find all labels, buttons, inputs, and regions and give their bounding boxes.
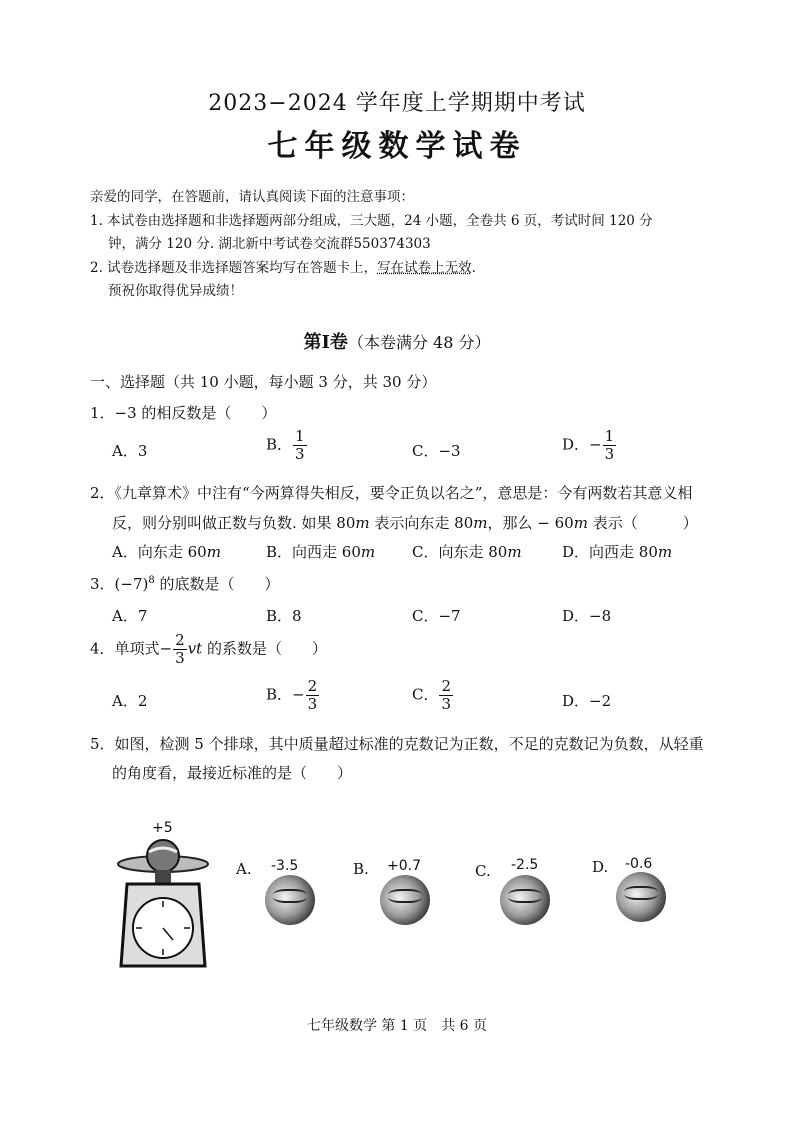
ball-c-letter: C. (475, 862, 491, 880)
q1-option-c: C．−3 (412, 442, 461, 460)
q3-stem (90, 573, 280, 594)
fraction-denominator: 3 (307, 695, 318, 713)
q4-option-b-label: B．− (266, 685, 305, 704)
notice-item2-end: . (471, 260, 476, 276)
fraction-numerator: 2 (175, 631, 185, 649)
q2-line1: 2．《九章算术》中注有“今两算得失相反，要令正负以名之”，意思是：今有两数若其意义相 (90, 484, 693, 502)
q2-option-b (266, 541, 375, 562)
volleyball-a-icon (265, 875, 315, 925)
q4-option-b-fraction (306, 678, 320, 713)
q1-option-d-fraction (603, 428, 617, 463)
q2-text-d: 表示（ ） (587, 514, 698, 532)
q2-option-d-text: D．向西走 80 (562, 543, 658, 561)
unit-m: m (573, 514, 588, 532)
ball-d-letter: D. (592, 858, 609, 876)
scale-image (115, 838, 215, 973)
ball-b-value: +0.7 (387, 858, 421, 874)
q2-option-c-text: C．向东走 80 (412, 543, 508, 561)
q5-line1: 5．如图，检测 5 个排球，其中质量超过标准的克数记为正数，不足的克数记为负数，从轻重 (90, 735, 704, 753)
q3-base: (−7) (114, 575, 149, 593)
unit-m: m (507, 543, 522, 561)
q2-text-b: 表示向东走 80 (369, 514, 474, 532)
q1-option-a: A．3 (112, 442, 148, 460)
fraction-denominator: 3 (295, 445, 305, 463)
volleyball-b-icon (380, 875, 430, 925)
q5-line2: 的角度看，最接近标准的是（ ） (112, 764, 353, 782)
q3-text: 的底数是（ ） (154, 575, 280, 593)
fraction-denominator: 3 (441, 695, 452, 713)
notice-intro: 亲爱的同学，在答题前，请认真阅读下面的注意事项： (90, 189, 414, 205)
notice-item2-emphasis: 写在试卷上无效 (377, 260, 472, 276)
unit-m: m (473, 514, 488, 532)
q4-option-b (266, 678, 320, 713)
fraction-numerator: 1 (604, 427, 615, 445)
q2-text-c: ，那么 − 60 (487, 514, 574, 532)
q2-option-d (562, 541, 672, 562)
volleyball-d-icon (616, 872, 666, 922)
q2-option-a-text: A．向东走 60 (112, 543, 207, 561)
q4-option-a: A．2 (112, 692, 148, 710)
section-title (0, 328, 794, 354)
q4-stem (90, 632, 327, 667)
q2-option-a (112, 541, 221, 562)
part1-title: 一、选择题（共 10 小题，每小题 3 分，共 30 分） (90, 373, 437, 391)
fraction-numerator: 1 (295, 427, 305, 445)
section-name: 第Ⅰ卷 (303, 332, 348, 353)
q2-text-a: 反，则分别叫做正数与负数. 如果 80 (112, 514, 356, 532)
unit-m: m (360, 543, 376, 561)
section-note: （本卷满分 48 分） (347, 333, 491, 352)
fraction-denominator: 3 (175, 649, 185, 667)
notice-wish: 预祝你取得优异成绩！ (108, 283, 243, 299)
q3-number: 3． (90, 575, 115, 593)
fraction-numerator: 2 (307, 677, 318, 695)
q4-variables: vt (187, 639, 203, 658)
unit-m: m (206, 543, 221, 561)
q3-option-a: A．7 (112, 607, 148, 625)
q3-option-d: D．−8 (562, 607, 612, 625)
q2-option-b-text: B．向西走 60 (266, 543, 361, 561)
q4-text: 的系数是（ ） (202, 639, 327, 658)
notice-item2 (90, 256, 476, 276)
page-footer: 七年级数学 第 1 页 共 6 页 (306, 1018, 488, 1034)
q4-number: 4．单项式− (90, 639, 173, 658)
exam-title-line2: 七年级数学试卷 (267, 129, 527, 164)
q4-option-c-fraction (439, 678, 453, 713)
q1-option-d-label: D．− (562, 435, 602, 454)
ball-d-value: -0.6 (625, 856, 653, 872)
q2-option-c (412, 541, 522, 562)
scale-reading-label: +5 (152, 820, 173, 836)
q1-option-b-fraction (293, 428, 307, 463)
q1-option-b (266, 428, 308, 463)
q4-option-d: D．−2 (562, 692, 612, 710)
q2-line2 (112, 512, 698, 533)
q1-option-d (562, 428, 617, 463)
unit-m: m (657, 543, 673, 561)
volleyball-c-icon (500, 875, 550, 925)
q1-stem: 1．−3 的相反数是（ ） (90, 404, 277, 422)
ball-b-letter: B. (353, 860, 369, 878)
q4-fraction (173, 632, 187, 667)
q3-option-b: B．8 (266, 607, 302, 625)
notice-item2-text: 2. 试卷选择题及非选择题答案均写在答题卡上， (90, 260, 378, 276)
q1-option-b-label: B． (266, 435, 293, 454)
q3-exponent: 8 (148, 575, 155, 586)
notice-item1-line2: 钟，满分 120 分. 湖北新中考试卷交流群550374303 (108, 236, 431, 252)
q4-option-c (412, 678, 454, 713)
notice-item1-line1: 1. 本试卷由选择题和非选择题两部分组成，三大题，24 小题，全卷共 6 页，考试时间 120 分 (90, 213, 653, 229)
fraction-denominator: 3 (604, 445, 615, 463)
ball-c-value: -2.5 (511, 857, 539, 873)
unit-m: m (355, 514, 370, 532)
q3-option-c: C．−7 (412, 607, 461, 625)
exam-title-line1: 2023−2024 学年度上学期期中考试 (208, 91, 586, 116)
fraction-numerator: 2 (441, 677, 452, 695)
ball-a-value: -3.5 (271, 858, 299, 874)
q4-option-c-label: C． (412, 685, 439, 704)
ball-a-letter: A. (236, 860, 252, 878)
